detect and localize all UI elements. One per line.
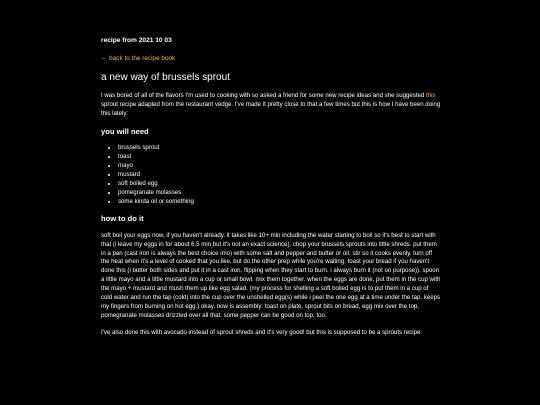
ingredients-heading: you will need bbox=[101, 126, 149, 136]
ingredient-item: • some kinda oil or something bbox=[118, 197, 441, 206]
intro-paragraph bbox=[101, 92, 441, 119]
ingredient-item: • mustard bbox=[118, 170, 441, 179]
recipe-page bbox=[101, 36, 441, 338]
page-title: a new way of brussels sprout bbox=[101, 72, 230, 83]
ingredient-item: • brussels sprout bbox=[118, 143, 441, 152]
method-paragraph: soft boil your eggs now, if you haven't already. it takes like 10+ min including the water starting to boil so it's best to start with that (i leave my eggs in for about 6.5 min but it's not an exact science). chop your brussels sprouts into little shreds. put them in a pan (cast iron is always the best choice imo) with some salt and pepper and butter or oil. stir so it cooks evenly. turn off the heat when it's a level of cooked that you like, but do the other prep while you're waiting. toast your bread if you haven't done this (i butter both sides and put it in a cast iron, flipping when they start to burn. i always burn it (not on purpose)). spoon a little mayo and a little mustard into a cup or small bowl. mix them together. when the eggs are done, put them in the cup with the mayo + mustard and mush them up like egg salad. (my process for shelling a soft boiled egg is to put them in a cup of cold water and run the tap (cold) into the cup over the unshelled egg(s) while i peel the one egg at a time under the tap. keeps my fingers from burning on hot egg.) okay, now is assembly: toast on plate, sprout bits on bread, egg mix over the top, pomegranate molasses drizzled over all that. some pepper can be good on top, too. bbox=[101, 231, 441, 319]
ingredient-item: • mayo bbox=[118, 161, 441, 170]
recipe-date: recipe from 2021 10 03 bbox=[101, 37, 172, 44]
intro-text-after: sprout recipe adapted from the restaurant vedge. I've made it pretty close to that a few times but this is how I have been doing this lately: bbox=[101, 100, 441, 117]
back-to-recipe-book-link[interactable] bbox=[101, 54, 441, 64]
back-link-label: back to the recipe book bbox=[109, 55, 176, 62]
intro-text-before: I was bored of all of the flavors I'm used to cooking with so asked a friend for some new recipe ideas and she suggested bbox=[101, 92, 426, 99]
back-arrow-icon: ← bbox=[101, 55, 108, 62]
ingredient-item: • pomegranate molasses bbox=[118, 188, 441, 197]
method-heading: how to do it bbox=[101, 213, 144, 223]
recipe-source-link[interactable]: this bbox=[426, 92, 436, 99]
closing-paragraph: I've also done this with avocado instead of sprout shreds and it's very good! but this is supposed to be a sprouts recipe. bbox=[101, 328, 423, 336]
ingredient-item: • toast bbox=[118, 152, 441, 161]
ingredient-item: • soft boiled egg bbox=[118, 179, 441, 188]
ingredients-list bbox=[101, 143, 441, 206]
